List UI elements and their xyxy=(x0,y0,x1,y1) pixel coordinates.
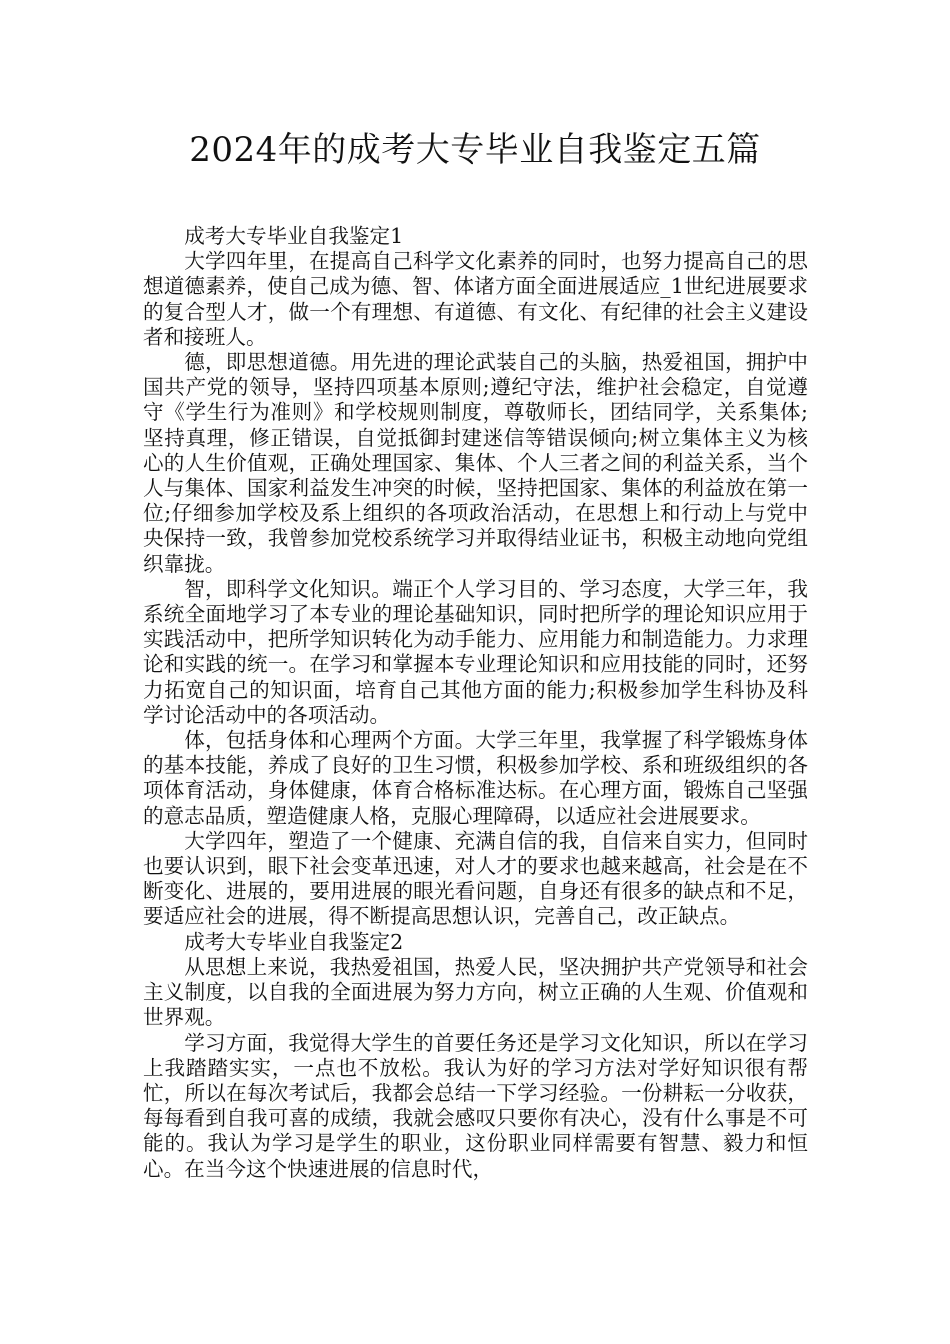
paragraph: 体，包括身体和心理两个方面。大学三年里，我掌握了科学锻炼身体的基本技能，养成了良好的卫生习惯，积极参加学校、系和班级组织的各项体育活动，身体健康，体育合格标准达标。在心理方面，锻炼自己坚强的意志品质，塑造健康人格，克服心理障碍，以适应社会进展要求。 xyxy=(143,728,808,828)
paragraph: 学习方面，我觉得大学生的首要任务还是学习文化知识，所以在学习上我踏踏实实，一点也不放松。我认为好的学习方法对学好知识很有帮忙，所以在每次考试后，我都会总结一下学习经验。一份耕耘一分收获，每每看到自我可喜的成绩，我就会感叹只要你有决心，没有什么事是不可能的。我认为学习是学生的职业，这份职业同样需要有智慧、毅力和恒心。在当今这个快速进展的信息时代， xyxy=(143,1030,808,1181)
section-heading-1: 成考大专毕业自我鉴定1 xyxy=(184,224,404,248)
paragraph: 德，即思想道德。用先进的理论武装自己的头脑，热爱祖国，拥护中国共产党的领导，坚持四项基本原则;遵纪守法，维护社会稳定，自觉遵守《学生行为准则》和学校规则制度，尊敬师长，团结同学，关系集体;坚持真理，修正错误，自觉抵御封建迷信等错误倾向;树立集体主义为核心的人生价值观，正确处理国家、集体、个人三者之间的利益关系，当个人与集体、国家利益发生冲突的时候，坚持把国家、集体的利益放在第一位;仔细参加学校及系上组织的各项政治活动，在思想上和行动上与党中央保持一致，我曾参加党校系统学习并取得结业证书，积极主动地向党组织靠拢。 xyxy=(143,350,808,576)
paragraph: 大学四年，塑造了一个健康、充满自信的我，自信来自实力，但同时也要认识到，眼下社会变革迅速，对人才的要求也越来越高，社会是在不断变化、进展的，要用进展的眼光看问题，自身还有很多的缺点和不足，要适应社会的进展，得不断提高思想认识，完善自己，改正缺点。 xyxy=(143,828,808,929)
paragraph: 大学四年里，在提高自己科学文化素养的同时，也努力提高自己的思想道德素养，使自己成为德、智、体诸方面全面进展适应_1世纪进展要求的复合型人才，做一个有理想、有道德、有文化、有纪律的社会主义建设者和接班人。 xyxy=(143,249,808,349)
document-body xyxy=(143,224,808,1182)
paragraph: 从思想上来说，我热爱祖国，热爱人民，坚决拥护共产党领导和社会主义制度，以自我的全面进展为努力方向，树立正确的人生观、价值观和世界观。 xyxy=(143,954,808,1030)
section-heading-2: 成考大专毕业自我鉴定2 xyxy=(184,929,404,954)
paragraph: 智，即科学文化知识。端正个人学习目的、学习态度，大学三年，我系统全面地学习了本专业的理论基础知识，同时把所学的理论知识应用于实践活动中，把所学知识转化为动手能力、应用能力和制造能力。力求理论和实践的统一。在学习和掌握本专业理论知识和应用技能的同时，还努力拓宽自己的知识面，培育自己其他方面的能力;积极参加学生科协及科学讨论活动中的各项活动。 xyxy=(143,576,808,727)
document-title: 2024年的成考大专毕业自我鉴定五篇 xyxy=(189,130,761,170)
